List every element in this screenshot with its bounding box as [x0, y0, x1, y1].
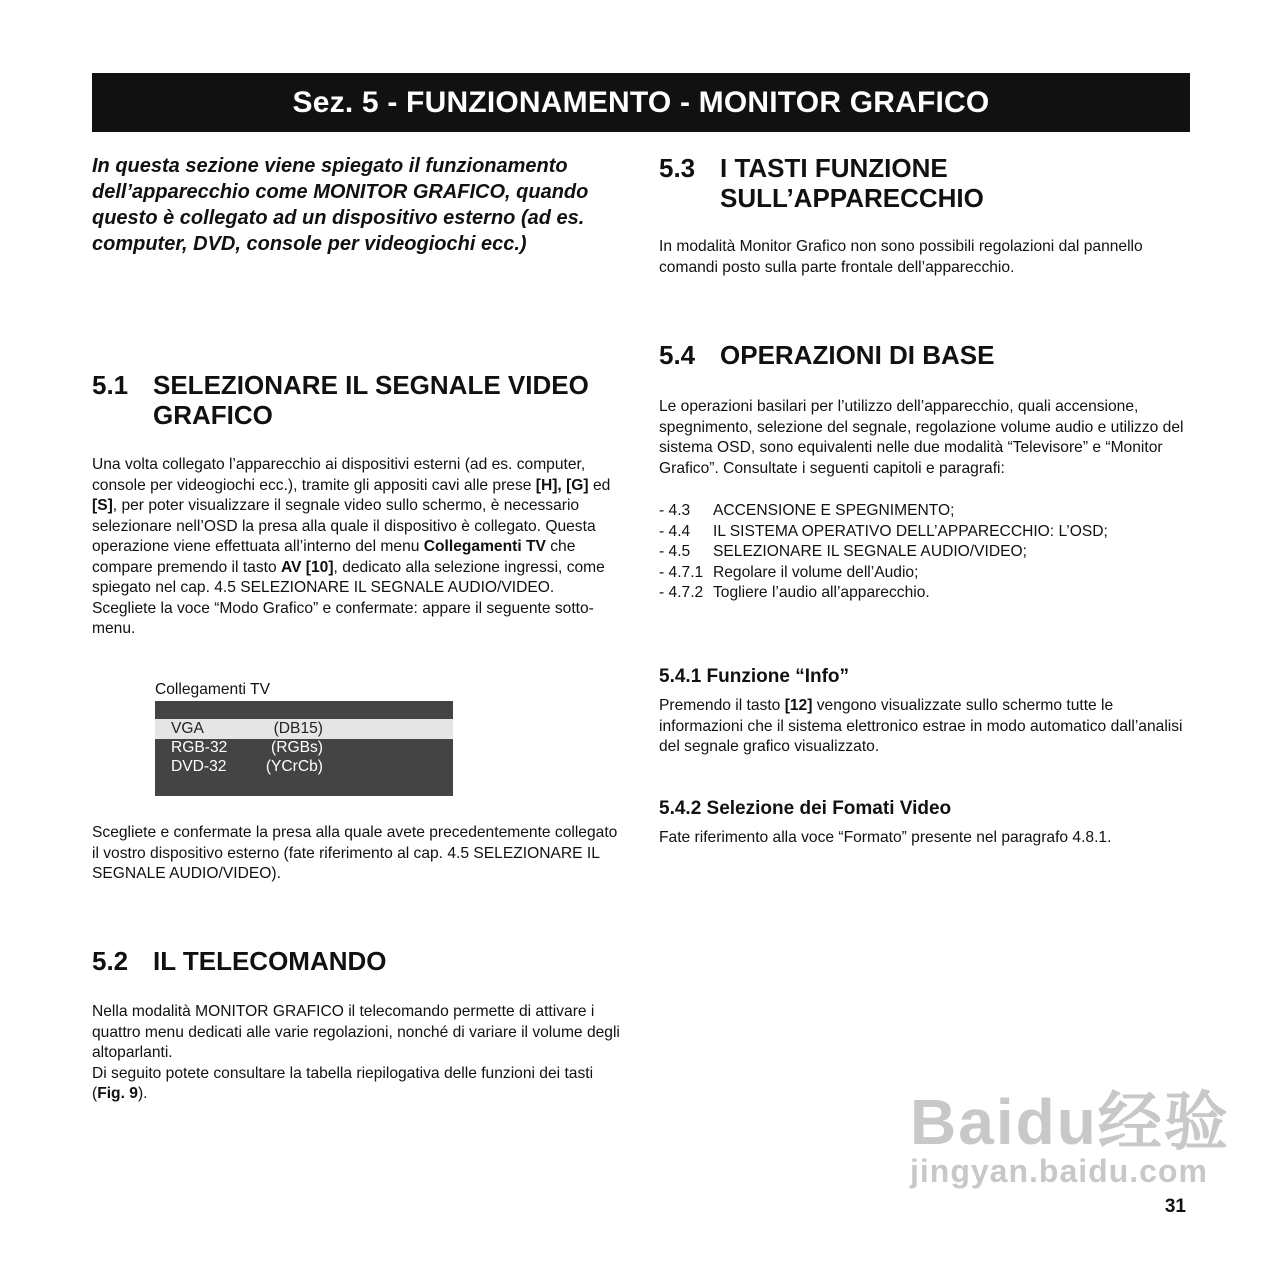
osd-item-name: VGA	[171, 720, 204, 737]
section-5-2-paragraph-1: Nella modalità MONITOR GRAFICO il telecomando permette di attivare i quattro menu dedicati alle varie regolazioni, nonché di variare il volume degli altoparlanti.	[92, 1003, 620, 1061]
list-item-number: - 4.7.1	[659, 563, 704, 581]
section-header	[92, 73, 1190, 132]
osd-menu-item[interactable]	[155, 719, 453, 739]
subsection-heading: 5.4.2 Selezione dei Fomati Video	[659, 798, 952, 819]
osd-menu-title: Collegamenti TV	[155, 681, 270, 698]
osd-item-value: (DB15)	[273, 720, 323, 737]
subsection-heading: 5.4.1 Funzione “Info”	[659, 666, 850, 687]
osd-item-value: (RGBs)	[271, 739, 323, 756]
section-5-1-paragraph-1	[92, 455, 622, 599]
section-5-1-paragraph-3: Scegliete e confermate la presa alla quale avete precedentemente collegato il vostro dispositivo esterno (fate riferimento al cap. 4.5 SELEZIONARE IL SEGNALE AUDIO/VIDEO).	[92, 824, 618, 882]
bold-run: AV [10]	[280, 558, 334, 576]
reference-list	[659, 501, 1189, 604]
watermark-line-2: jingyan.baidu.com	[910, 1153, 1208, 1189]
bold-run: [S]	[92, 497, 113, 514]
section-heading-text: SELEZIONARE IL SEGNALE VIDEO GRAFICO	[153, 370, 589, 430]
section-5-3-heading	[659, 153, 1189, 213]
list-item-text: ACCENSIONE E SPEGNIMENTO;	[713, 502, 955, 519]
section-5-1	[92, 370, 622, 640]
watermark-line-1: Baidu经验	[910, 1086, 1230, 1158]
list-item	[659, 563, 1189, 584]
list-item-text: SELEZIONARE IL SEGNALE AUDIO/VIDEO;	[713, 543, 1027, 560]
list-item	[659, 522, 1189, 543]
page-number: 31	[1164, 1196, 1186, 1217]
section-5-3-paragraph-1: In modalità Monitor Grafico non sono possibili regolazioni dal pannello comandi posto sulla parte frontale dell’apparecchio.	[659, 238, 1143, 276]
section-number: 5.1	[92, 370, 129, 400]
text-run: ed	[588, 476, 611, 494]
list-item-number: - 4.7.2	[659, 584, 704, 601]
section-5-2-paragraph-2	[92, 1064, 622, 1105]
section-5-4	[659, 340, 1189, 604]
section-5-4-1	[659, 665, 1189, 758]
list-item	[659, 542, 1189, 563]
osd-menu	[155, 701, 453, 796]
osd-item-name: DVD-32	[171, 758, 227, 775]
intro-block	[92, 153, 622, 257]
list-item	[659, 501, 1189, 522]
list-item-text: IL SISTEMA OPERATIVO DELL’APPARECCHIO: L’OSD;	[713, 522, 1108, 540]
text-run: , per poter visualizzare il segnale video sullo schermo, è necessario selezionare nell’OSD la presa alla quale il dispositivo è collegato. Questa operazione viene effettuata all’interno del menu	[92, 497, 596, 555]
list-item-number: - 4.4	[659, 522, 691, 540]
bold-run: [12]	[784, 697, 813, 714]
subsection-paragraph: Fate riferimento alla voce “Formato” presente nel paragrafo 4.8.1.	[659, 829, 1112, 846]
bold-run: [H], [G]	[535, 476, 589, 494]
text-run: Una volta collegato l’apparecchio ai dispositivi esterni (ad es. computer, console per videogiochi ecc.), tramite gli appositi cavi alle prese	[92, 456, 586, 494]
section-5-1-heading	[92, 370, 622, 430]
text-run: vengono visualizzate sullo schermo tutte le informazioni che il sistema elettronico estrae in modo automatico dall’analisi del segnale grafico visualizzato.	[659, 697, 1183, 755]
list-item-text: Togliere l’audio all’apparecchio.	[713, 584, 930, 601]
bold-run: Fig. 9	[97, 1085, 138, 1102]
text-run: ).	[137, 1085, 148, 1102]
subsection-paragraph	[659, 696, 1189, 758]
section-5-1-after	[92, 823, 622, 885]
list-item-number: - 4.5	[659, 543, 691, 560]
section-5-2-heading	[92, 946, 622, 976]
section-heading-text: OPERAZIONI DI BASE	[720, 340, 995, 370]
osd-item-name: RGB-32	[171, 739, 228, 756]
section-5-3	[659, 153, 1189, 278]
text-run: che compare premendo il tasto	[92, 538, 576, 576]
osd-menu-item[interactable]	[155, 757, 453, 777]
section-number: 5.4	[659, 340, 696, 370]
intro-text: In questa sezione viene spiegato il funzionamento dell’apparecchio come MONITOR GRAFICO, quando questo è collegato ad un dispositivo esterno (ad es. computer, DVD, console per videogiochi ecc.)	[92, 155, 589, 255]
section-heading-text: IL TELECOMANDO	[153, 946, 387, 976]
list-item-number: - 4.3	[659, 502, 691, 519]
bold-run: Collegamenti TV	[423, 538, 546, 555]
list-item	[659, 583, 1189, 604]
watermark-logo	[910, 1086, 1230, 1189]
section-number: 5.2	[92, 946, 129, 976]
section-number: 5.3	[659, 153, 696, 183]
osd-menu-item[interactable]	[155, 738, 453, 758]
section-5-1-paragraph-2: Scegliete la voce “Modo Grafico” e confermate: appare il seguente sotto-menu.	[92, 599, 594, 637]
text-run: , dedicato alla selezione ingressi, come spiegato nel cap. 4.5 SELEZIONARE IL SEGNALE AUDIO/VIDEO.	[92, 558, 605, 596]
section-heading-text: I TASTI FUNZIONE SULL’APPARECCHIO	[720, 153, 984, 213]
section-5-4-heading	[659, 340, 1189, 370]
section-5-4-2	[659, 797, 1189, 849]
osd-item-value: (YCrCb)	[265, 758, 323, 775]
list-item-text: Regolare il volume dell’Audio;	[713, 563, 919, 581]
section-5-4-paragraph-1: Le operazioni basilari per l’utilizzo dell’apparecchio, quali accensione, spegnimento, selezione del segnale, regolazione volume audio e utilizzo del sistema OSD, sono equivalenti nelle due modalità “Televisore” e “Monitor Grafico”. Consultate i seguenti capitoli e paragrafi:	[659, 398, 1184, 477]
text-run: Premendo il tasto	[659, 697, 785, 714]
section-5-2	[92, 946, 622, 1105]
text-run: Di seguito potete consultare la tabella riepilogativa delle funzioni dei tasti (	[92, 1064, 594, 1102]
section-title: Sez. 5 - FUNZIONAMENTO - MONITOR GRAFICO	[292, 85, 990, 119]
